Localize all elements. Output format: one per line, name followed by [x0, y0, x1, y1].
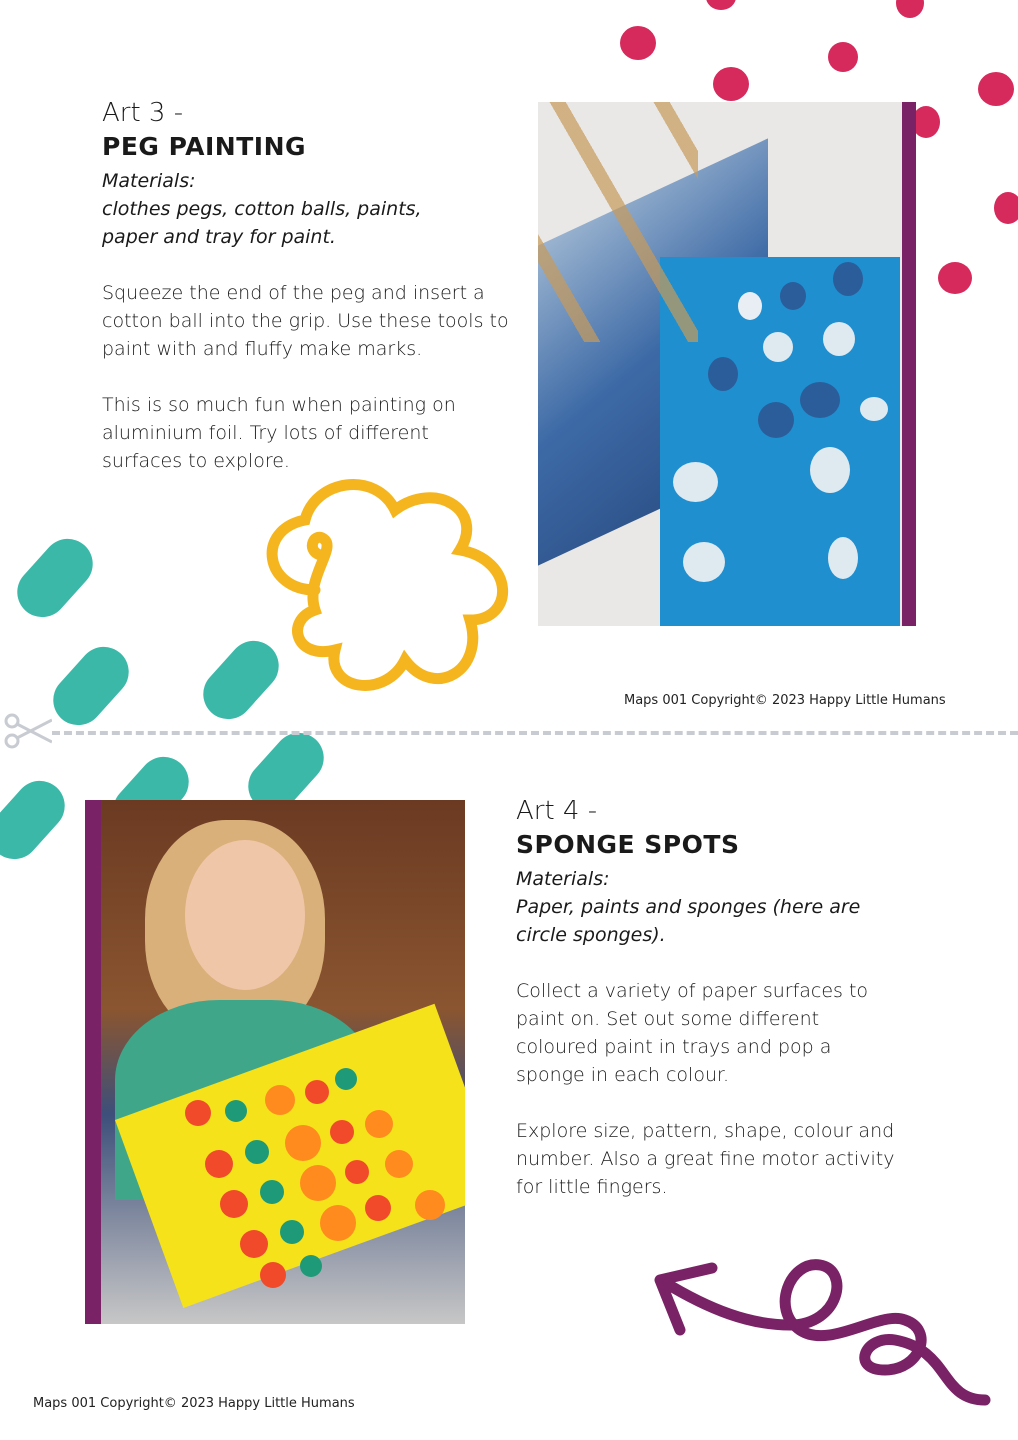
art4-title: SPONGE SPOTS	[516, 830, 740, 859]
peg-painting-photo	[538, 102, 916, 626]
scissors-icon	[2, 712, 52, 752]
art3-number: Art 3 -	[102, 98, 184, 128]
art4-materials: Paper, paints and sponges (here are circle sponges).	[516, 896, 861, 946]
art3-materials: clothes pegs, cotton balls, paints, paper and tray for paint.	[102, 198, 422, 248]
art4-number: Art 4 -	[516, 796, 598, 826]
cut-line-divider	[52, 731, 1018, 735]
art4-paragraph-2: Explore size, pattern, shape, colour and number. Also a great fine motor activity for little fingers.	[516, 1120, 895, 1198]
footer-copyright-top: Maps 001 Copyright© 2023 Happy Little Humans	[624, 693, 946, 708]
art3-title: PEG PAINTING	[102, 132, 307, 161]
art3-section	[102, 98, 522, 475]
cloud-doodle-icon	[245, 470, 525, 700]
sponge-spots-photo	[85, 800, 465, 1324]
art3-paragraph-2: This is so much fun when painting on aluminium foil. Try lots of different surfaces to explore.	[102, 394, 456, 472]
footer-copyright-bottom: Maps 001 Copyright© 2023 Happy Little Humans	[33, 1396, 355, 1411]
art3-materials-label: Materials:	[102, 170, 196, 192]
art4-paragraph-1: Collect a variety of paper surfaces to paint on. Set out some different coloured paint in trays and pop a sponge in each colour.	[516, 980, 869, 1086]
art4-materials-label: Materials:	[516, 868, 610, 890]
art3-paragraph-1: Squeeze the end of the peg and insert a cotton ball into the grip. Use these tools to paint with and fluffy make marks.	[102, 282, 509, 360]
curly-arrow-doodle-icon	[650, 1250, 995, 1420]
art4-section	[516, 796, 936, 1201]
